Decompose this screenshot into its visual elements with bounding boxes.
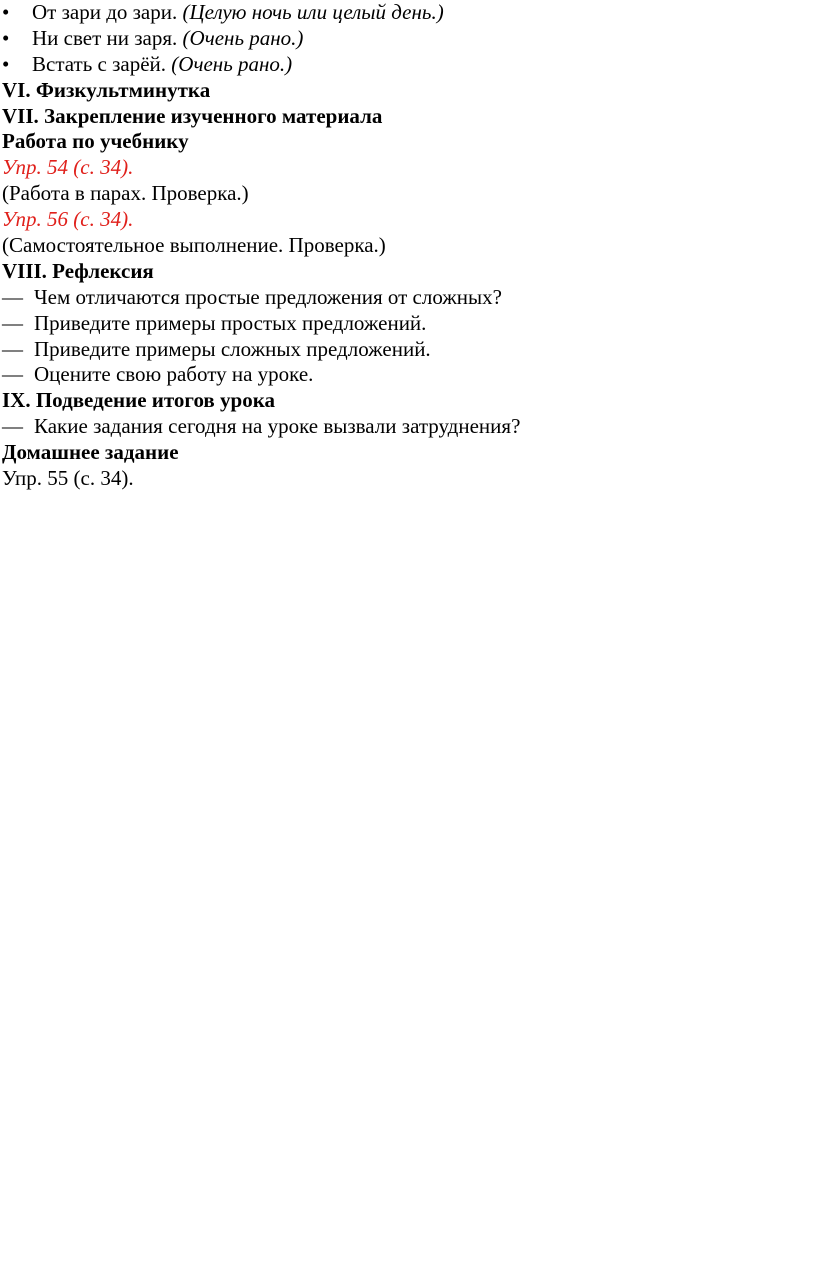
dash-marker: — [2, 310, 23, 335]
bullet-note: (Очень рано.) [182, 25, 304, 50]
question-text: Приведите примеры сложных предложений. [34, 336, 431, 361]
reflection-question [0, 311, 810, 337]
question-text: Какие задания сегодня на уроке вызвали затруднения? [34, 414, 521, 439]
reflection-question [0, 337, 810, 363]
question-text: Приведите примеры простых предложений. [34, 310, 427, 335]
bullet-marker: • [2, 25, 10, 50]
exercise-54-note: (Работа в парах. Проверка.) [2, 181, 249, 206]
section-7-heading: VII. Закрепление изученного материала [2, 103, 383, 128]
bullet-text: Встать с зарёй. [32, 51, 167, 76]
reflection-question [0, 285, 810, 311]
bullet-note: (Очень рано.) [171, 51, 293, 76]
bullet-item [0, 26, 810, 52]
exercise-54-ref: Упр. 54 (с. 34). [2, 155, 134, 180]
section-8-heading: VIII. Рефлексия [2, 258, 154, 283]
homework-heading: Домашнее задание [2, 440, 179, 465]
question-text: Оцените свою работу на уроке. [34, 362, 314, 387]
bullet-note: (Целую ночь или целый день.) [182, 0, 444, 24]
exercise-56-note: (Самостоятельное выполнение. Проверка.) [2, 233, 386, 258]
summary-question [0, 414, 810, 440]
textbook-work-subheading: Работа по учебнику [2, 129, 189, 154]
dash-marker: — [2, 414, 23, 439]
dash-marker: — [2, 336, 23, 361]
section-9-heading: IX. Подведение итогов урока [2, 388, 275, 413]
document-page [0, 0, 810, 492]
bullet-item [0, 0, 810, 26]
bullet-marker: • [2, 51, 10, 76]
homework-text: Упр. 55 (с. 34). [2, 466, 134, 491]
section-6-heading: VI. Физкультминутка [2, 77, 211, 102]
bullet-text: Ни свет ни заря. [32, 25, 178, 50]
reflection-question [0, 362, 810, 388]
exercise-56-ref: Упр. 56 (с. 34). [2, 207, 134, 232]
bullet-item [0, 52, 810, 78]
dash-marker: — [2, 362, 23, 387]
question-text: Чем отличаются простые предложения от сложных? [34, 284, 502, 309]
bullet-text: От зари до зари. [32, 0, 178, 24]
bullet-marker: • [2, 0, 10, 24]
dash-marker: — [2, 284, 23, 309]
